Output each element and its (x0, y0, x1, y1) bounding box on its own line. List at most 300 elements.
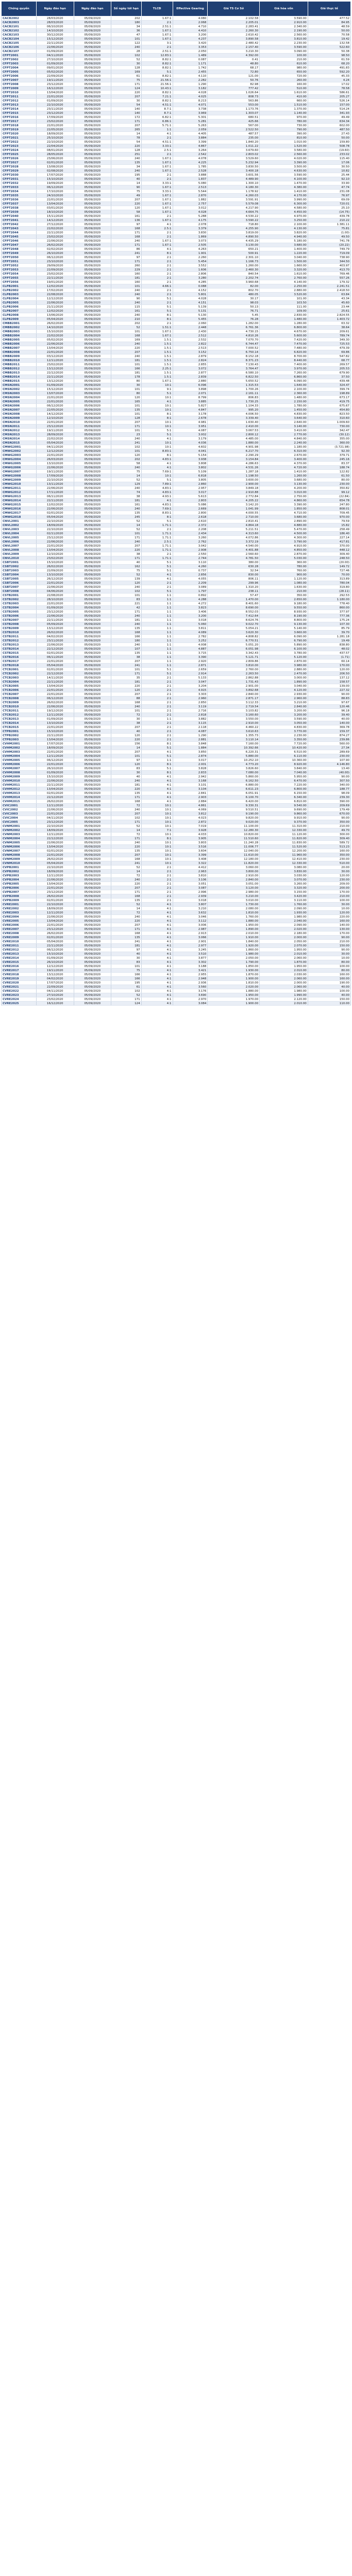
table-row (2, 606, 351, 610)
table-cell: 05/09/2020 (74, 697, 111, 701)
table-row (2, 383, 351, 387)
table-cell: 22/12/2020 (36, 647, 74, 651)
table-cell: 3.33:1 (141, 181, 173, 185)
table-cell: 3.780.00 (260, 651, 308, 655)
warrant-code-cell: CLPB2005 (2, 301, 37, 305)
table-cell: 2.078 (173, 223, 208, 227)
table-cell: 22/10/2020 (36, 140, 74, 144)
table-cell: 5.060 (173, 622, 208, 626)
table-cell: 48.59 (308, 25, 350, 29)
table-cell: 4.981 (173, 420, 208, 425)
table-cell: 4.140.00 (260, 280, 308, 284)
table-cell: 557.26 (308, 276, 350, 280)
table-cell: 2.360.00 (260, 392, 308, 396)
table-row (2, 816, 351, 820)
table-cell: 181 (111, 499, 142, 503)
table-cell: 2:1 (141, 528, 173, 532)
warrant-code-cell: CFPT2002 (2, 58, 37, 62)
table-cell: 1.171 (173, 62, 208, 66)
table-cell: 05/09/2020 (74, 120, 111, 124)
table-cell: 3.690 (173, 993, 208, 997)
table-row (2, 651, 351, 655)
table-cell: 369.78 (308, 725, 350, 730)
warrant-code-cell: CFPT2021 (2, 136, 37, 140)
table-cell: 2.050 (173, 49, 208, 54)
table-cell: 05/09/2020 (74, 762, 111, 767)
table-cell: 05/09/2020 (74, 981, 111, 985)
table-cell: 7.000.52 (208, 346, 260, 350)
table-cell: 349.30 (308, 338, 350, 342)
table-cell: 8.800.00 (260, 618, 308, 622)
table-cell: 97 (111, 948, 142, 952)
table-row (2, 779, 351, 783)
table-cell: 3.245 (173, 948, 208, 952)
table-cell: 3.764.47 (208, 367, 260, 371)
table-cell: 10:1 (141, 808, 173, 812)
table-cell: 23/06/2020 (36, 157, 74, 161)
table-cell: 1:1 (141, 622, 173, 626)
table-cell: 9.130.00 (260, 622, 308, 626)
table-row (2, 936, 351, 940)
table-cell: 3.408 (173, 857, 208, 861)
table-cell: 05/09/2020 (74, 659, 111, 664)
table-cell: 3:1 (141, 41, 173, 45)
table-row (2, 635, 351, 639)
table-cell: 709.45 (308, 511, 350, 515)
table-cell: 05/09/2020 (74, 622, 111, 626)
table-cell: 3.066 (173, 936, 208, 940)
table-row (2, 973, 351, 977)
table-cell: 230.00 (308, 482, 350, 486)
table-cell: 3.210 (173, 907, 208, 911)
table-cell: 101 (111, 404, 142, 408)
table-cell: 10.252.10 (208, 758, 260, 762)
table-cell: 120 (111, 581, 142, 585)
table-row (2, 824, 351, 828)
table-cell: 186.40 (308, 532, 350, 536)
warrant-code-cell: CFPT2035 (2, 194, 37, 198)
warrant-code-cell: CFPT2023 (2, 144, 37, 148)
table-cell: 38 (111, 552, 142, 556)
table-cell: 05/09/2020 (74, 251, 111, 256)
warrant-code-cell: CNVL2008 (2, 548, 37, 552)
table-cell: 240 (111, 585, 142, 589)
table-cell: 05/09/2020 (74, 857, 111, 861)
table-cell: 35 (111, 676, 142, 680)
table-cell: 4.670.00 (260, 330, 308, 334)
table-cell: 5:1 (141, 392, 173, 396)
table-row (2, 486, 351, 490)
table-cell: 83 (111, 960, 142, 964)
table-row (2, 416, 351, 420)
table-cell: 2.020.00 (260, 927, 308, 931)
table-cell: 05/09/2020 (74, 742, 111, 746)
table-cell: 3.160.60 (208, 713, 260, 717)
warrant-code-cell: CMWG2005 (2, 462, 37, 466)
table-cell: 1.166.73 (208, 260, 260, 264)
table-row (2, 573, 351, 577)
table-cell: 10:1 (141, 845, 173, 849)
table-cell: 2.100.00 (260, 223, 308, 227)
table-cell: 3.898 (173, 387, 208, 392)
table-cell: 37.50 (308, 375, 350, 379)
table-cell: 90 (111, 297, 142, 301)
table-row (2, 367, 351, 371)
table-cell: 166 (111, 635, 142, 639)
table-cell: 13/10/2020 (36, 462, 74, 466)
table-cell: 22/08/2020 (36, 293, 74, 297)
table-cell: 2.532 (173, 338, 208, 342)
table-cell: 602.00 (308, 124, 350, 128)
table-cell: 2.090.00 (260, 923, 308, 927)
table-cell: 05/09/2020 (74, 552, 111, 556)
table-cell: 72 (111, 804, 142, 808)
table-cell: 4:1 (141, 964, 173, 969)
table-cell: 3.168 (173, 779, 208, 783)
table-cell: 8.82:1 (141, 58, 173, 62)
table-cell: 05/09/2020 (74, 672, 111, 676)
table-cell: 39.70 (308, 631, 350, 635)
warrant-code-cell: CFPT2027 (2, 161, 37, 165)
table-cell: 99.12 (308, 490, 350, 495)
table-cell: 1.920.00 (208, 944, 260, 948)
table-row (2, 177, 351, 181)
table-row (2, 420, 351, 425)
table-cell: 22/01/2020 (36, 923, 74, 927)
warrant-code-cell: CFPT2042 (2, 223, 37, 227)
table-row (2, 33, 351, 37)
table-cell: 1:1 (141, 594, 173, 598)
table-cell: 22/06/2020 (36, 466, 74, 470)
warrant-code-cell: CACB2104 (2, 37, 37, 41)
table-row (2, 919, 351, 923)
table-cell: 2.050.00 (260, 940, 308, 944)
table-cell: 6.761.36 (208, 326, 260, 330)
table-cell: 4.489.90 (208, 177, 260, 181)
table-cell: 2.824 (173, 359, 208, 363)
table-cell: 22/02/2020 (36, 437, 74, 441)
table-row (2, 800, 351, 804)
table-cell: 2.871.17 (208, 697, 260, 701)
table-cell: 76.28 (208, 317, 260, 321)
table-cell: 05/09/2020 (74, 709, 111, 713)
warrant-code-cell: CVHM2002 (2, 746, 37, 750)
table-cell: 480.05 (208, 293, 260, 297)
warrant-code-cell: CMWG2008 (2, 474, 37, 478)
table-cell: 49.70 (308, 828, 350, 833)
table-cell: 05/09/2020 (74, 70, 111, 74)
table-cell: 2.512 (173, 334, 208, 338)
table-cell: 4.071 (173, 103, 208, 107)
table-row (2, 985, 351, 989)
table-cell: 3.399 (173, 853, 208, 857)
table-cell: 05/09/2020 (74, 750, 111, 754)
table-cell: 4:1 (141, 969, 173, 973)
table-cell: 3.819.00 (208, 231, 260, 235)
warrant-code-cell: CMWG2018 (2, 515, 37, 519)
warrant-code-cell: CSTB2016 (2, 655, 37, 659)
table-cell: 3.990.00 (260, 198, 308, 202)
table-cell: 2.522.50 (208, 128, 260, 132)
table-cell: 4.033 (173, 833, 208, 837)
warrant-code-cell: CVNM2009 (2, 857, 37, 861)
table-row (2, 449, 351, 453)
table-cell: 730.00 (260, 124, 308, 128)
table-cell: 05/04/2020 (36, 515, 74, 519)
table-cell: 05/09/2020 (74, 886, 111, 890)
table-cell: 15/10/2020 (36, 561, 74, 565)
table-cell: 30.17 (208, 297, 260, 301)
table-row (2, 890, 351, 894)
table-cell: 7.400.00 (260, 363, 308, 367)
table-cell: 38.64 (308, 326, 350, 330)
table-row (2, 565, 351, 569)
table-cell: 6.162.50 (208, 779, 260, 783)
table-cell: 2.806 (173, 272, 208, 276)
table-cell: 9.540.00 (260, 804, 308, 808)
table-cell: 05/09/2020 (74, 49, 111, 54)
table-cell: 17/07/2020 (36, 742, 74, 746)
table-cell: 235.00 (208, 136, 260, 140)
table-cell: 3.130.00 (208, 243, 260, 247)
table-cell: 83 (111, 598, 142, 602)
table-cell: 168 (111, 334, 142, 338)
table-cell: 22/10/2020 (36, 528, 74, 532)
table-row (2, 775, 351, 779)
table-cell: 2.908 (173, 548, 208, 552)
table-cell: 2.996 (173, 890, 208, 894)
table-cell: 180 (111, 639, 142, 643)
table-cell: 40.00 (308, 993, 350, 997)
table-cell: 05/09/2020 (74, 375, 111, 379)
table-cell: 11.006.77 (208, 845, 260, 849)
table-cell: 181 (111, 944, 142, 948)
table-cell: 05/09/2020 (74, 396, 111, 400)
table-cell: 48.02 (308, 647, 350, 651)
table-cell: 171 (111, 536, 142, 540)
table-cell: 75 (111, 569, 142, 573)
table-cell: 76.71 (208, 309, 260, 313)
table-cell: 3.051 (173, 882, 208, 886)
table-cell: 2.860 (173, 482, 208, 486)
warrant-code-cell: CNVL2002 (2, 523, 37, 528)
table-cell: 3.738 (173, 107, 208, 111)
table-cell: 1.640.00 (260, 383, 308, 387)
table-cell: 2.910.00 (208, 721, 260, 725)
table-cell: 3.030.00 (260, 874, 308, 878)
table-row (2, 643, 351, 647)
table-cell: 05/09/2020 (74, 528, 111, 532)
table-cell: 5:1 (141, 309, 173, 313)
table-cell: 1.67:1 (141, 16, 173, 21)
table-cell: 4.180.30 (208, 185, 260, 190)
table-cell: 05/09/2020 (74, 964, 111, 969)
table-cell: 413.70 (308, 268, 350, 272)
table-cell: 2.757 (173, 202, 208, 206)
table-cell: 16/12/2020 (36, 87, 74, 91)
table-cell: 207 (111, 544, 142, 548)
warrant-code-cell: CNVL2003 (2, 528, 37, 532)
table-cell: 05/09/2020 (74, 969, 111, 973)
table-cell: 22/10/2020 (36, 824, 74, 828)
table-cell: 23 (111, 433, 142, 437)
table-cell: 19.49 (308, 639, 350, 643)
table-cell: 299.96 (208, 581, 260, 585)
table-cell: 2.942 (173, 775, 208, 779)
table-cell: 05/09/2020 (74, 74, 111, 78)
table-row (2, 49, 351, 54)
table-cell: 23/12/2020 (36, 610, 74, 614)
table-row (2, 589, 351, 594)
table-cell: 718.80 (208, 223, 260, 227)
table-cell: 10:1 (141, 861, 173, 866)
table-cell: 97 (111, 758, 142, 762)
table-cell: 05/09/2020 (74, 556, 111, 561)
table-cell: 171 (111, 231, 142, 235)
table-cell: 13/10/2020 (36, 573, 74, 577)
table-cell: 2.762 (173, 540, 208, 544)
table-cell: 3.888 (173, 173, 208, 177)
table-cell: 840.54 (208, 272, 260, 276)
table-cell: 12/02/2020 (36, 503, 74, 507)
warrant-code-cell: CSBT2005 (2, 577, 37, 581)
table-cell: 1.901 (173, 251, 208, 256)
table-cell: 17/09/2020 (36, 474, 74, 478)
table-row (2, 787, 351, 791)
table-cell: 140.00 (308, 721, 350, 725)
table-cell: 22/06/2020 (36, 301, 74, 305)
table-cell: 05/09/2020 (74, 91, 111, 95)
table-cell: 8.82:1 (141, 62, 173, 66)
warrant-code-cell: CSTB2014 (2, 647, 37, 651)
header-issue-date: Ngày đáo hạn (36, 2, 74, 16)
table-cell: 6.810.00 (260, 800, 308, 804)
table-cell: 05/09/2020 (74, 561, 111, 565)
table-row (2, 820, 351, 824)
table-cell: 05/09/2020 (74, 66, 111, 70)
table-row (2, 940, 351, 944)
table-cell: 22/06/2020 (36, 841, 74, 845)
table-cell: 02/01/2020 (36, 668, 74, 672)
table-cell: 181 (111, 680, 142, 684)
table-cell: 1.5:1 (141, 342, 173, 346)
table-cell: 122 (111, 41, 142, 45)
warrant-code-cell: CMSN2005 (2, 400, 37, 404)
table-cell: 4.120.00 (260, 688, 308, 692)
table-cell: 05/04/2020 (36, 861, 74, 866)
header-warrant: Chứng quyền (2, 2, 37, 16)
warrant-code-cell: CVHM2007 (2, 767, 37, 771)
table-cell: 2.830.00 (260, 313, 308, 317)
table-cell: 4.847 (173, 408, 208, 412)
table-cell: 38 (111, 495, 142, 499)
table-cell: 4.83:1 (141, 486, 173, 490)
table-cell: 40 (111, 775, 142, 779)
table-cell: 3.938 (173, 457, 208, 462)
table-cell: 2.448 (173, 326, 208, 330)
warrant-code-cell: CVHM2009 (2, 775, 37, 779)
table-cell: 22/11/2020 (36, 276, 74, 280)
table-cell: 2.803 (173, 499, 208, 503)
table-cell: 23/12/2020 (36, 820, 74, 824)
table-row (2, 124, 351, 128)
table-cell: 181 (111, 618, 142, 622)
table-cell: 05/09/2020 (74, 239, 111, 243)
table-cell: 23/02/2020 (36, 997, 74, 1002)
table-cell: 27/12/2020 (36, 223, 74, 227)
table-cell: 18/09/2020 (36, 828, 74, 833)
table-cell: 6.300.00 (260, 202, 308, 206)
table-cell: 05/09/2020 (74, 235, 111, 239)
table-cell: 05/09/2020 (74, 33, 111, 37)
table-cell: 102 (111, 989, 142, 993)
table-cell: 05/09/2020 (74, 936, 111, 940)
table-cell: 05/09/2020 (74, 181, 111, 185)
table-cell: 3.018 (173, 618, 208, 622)
table-cell: 05/09/2020 (74, 647, 111, 651)
table-row (2, 750, 351, 754)
table-cell: 4:1 (141, 936, 173, 940)
table-cell: 4:1 (141, 400, 173, 404)
table-cell: 100.00 (308, 899, 350, 903)
table-cell: 05/09/2020 (74, 379, 111, 383)
table-row (2, 21, 351, 25)
table-row (2, 754, 351, 758)
table-cell: 49.49 (308, 115, 350, 120)
table-cell: 7.019 (173, 824, 208, 828)
table-row (2, 503, 351, 507)
table-cell: 4.781.50 (208, 556, 260, 561)
table-cell: 05/09/2020 (74, 589, 111, 594)
table-cell: 260 (111, 264, 142, 268)
table-cell: 1.950.00 (260, 948, 308, 952)
table-row (2, 482, 351, 486)
table-cell: 72 (111, 911, 142, 915)
table-cell: 12.83:1 (141, 54, 173, 58)
table-cell: 06/10/2020 (36, 25, 74, 29)
table-cell: 7.070.70 (208, 338, 260, 342)
table-cell: 129 (111, 482, 142, 486)
table-cell: 3.179 (173, 437, 208, 441)
table-cell: 9.690.00 (260, 808, 308, 812)
table-cell: 52 (111, 528, 142, 532)
table-cell: 3.810.00 (208, 664, 260, 668)
table-cell: 05/09/2020 (74, 688, 111, 692)
table-cell: 171 (111, 610, 142, 614)
table-cell: (14.75) (308, 210, 350, 214)
table-cell: 50.00 (308, 136, 350, 140)
table-cell: 05/09/2020 (74, 705, 111, 709)
table-cell: 2.840.00 (208, 878, 260, 882)
table-row (2, 260, 351, 264)
table-cell: 22/11/2020 (36, 734, 74, 738)
table-cell: 2.060.00 (260, 977, 308, 981)
table-cell: 110.00 (308, 1002, 350, 1006)
table-cell: 05/09/2020 (74, 828, 111, 833)
table-cell: 2:1 (141, 260, 173, 264)
table-cell: 4:1 (141, 462, 173, 466)
table-cell: 92.10 (308, 177, 350, 181)
table-cell: 4.810.26 (208, 334, 260, 338)
table-row (2, 227, 351, 231)
table-cell: 05/09/2020 (74, 754, 111, 758)
table-row (2, 923, 351, 927)
warrant-code-cell: CVIC2001 (2, 804, 37, 808)
table-cell: 28 (111, 49, 142, 54)
table-cell: 69.09 (308, 198, 350, 202)
table-cell: 19/12/2020 (36, 709, 74, 713)
table-cell: 1.950.00 (208, 923, 260, 927)
